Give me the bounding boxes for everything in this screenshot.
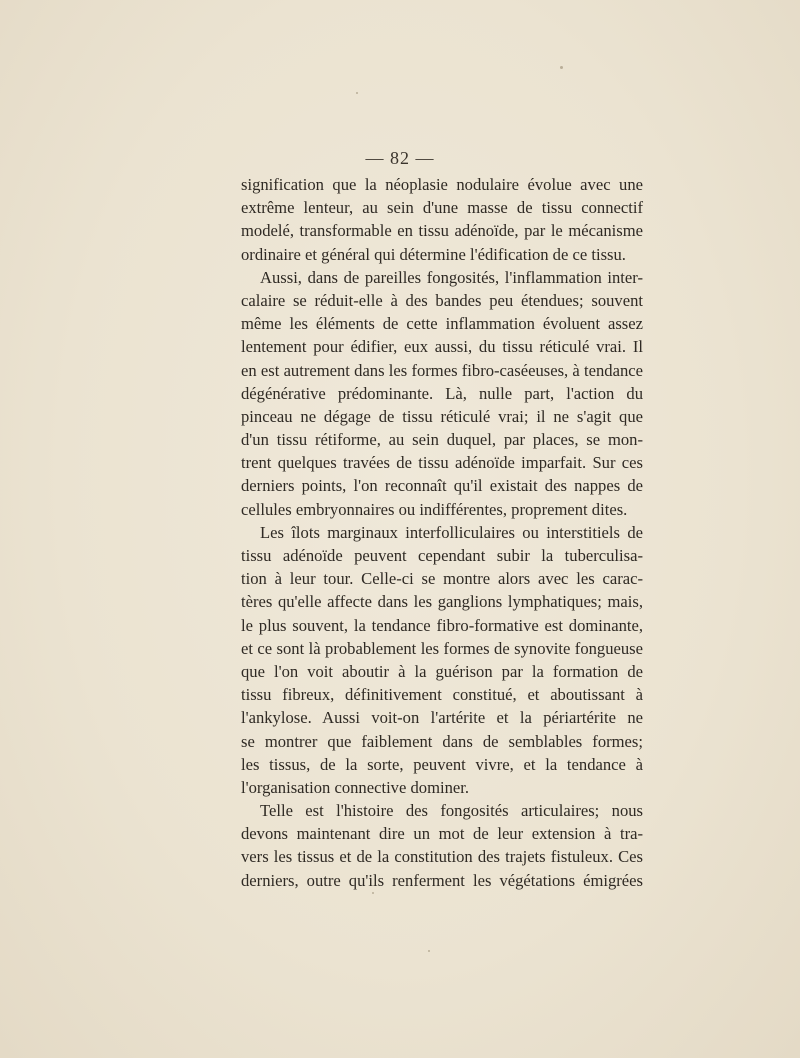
text-line: calaire se réduit-elle à des bandes peu étendues; souvent bbox=[241, 290, 643, 310]
text-line: devons maintenant dire un mot de leur extension à tra- bbox=[241, 824, 643, 844]
text-line: et ce sont là probablement les formes de synovite fongueuse bbox=[241, 638, 643, 658]
text-line: se montrer que faiblement dans de semblables formes; bbox=[241, 731, 643, 751]
text-line: Aussi, dans de pareilles fongosités, l'inflammation inter- bbox=[260, 267, 643, 287]
text-line: tissu fibreux, définitivement constitué, et aboutissant à bbox=[241, 685, 643, 705]
text-line: Les îlots marginaux interfolliculaires ou interstitiels de bbox=[260, 522, 643, 542]
paper-speck bbox=[428, 950, 430, 952]
text-line: dégénérative prédominante. Là, nulle part, l'action du bbox=[241, 383, 643, 403]
text-line: derniers points, l'on reconnaît qu'il existait des nappes de bbox=[241, 476, 643, 496]
text-line: tissu adénoïde peuvent cependant subir la tuberculisa- bbox=[241, 546, 643, 565]
paper-speck bbox=[560, 66, 563, 69]
page-number: — 82 — bbox=[365, 148, 435, 168]
text-line: d'un tissu rétiforme, au sein duquel, par places, se mon- bbox=[241, 430, 643, 450]
text-line: cellules embryonnaires ou indifférentes, proprement dites. bbox=[241, 499, 628, 519]
text-line: modelé, transformable en tissu adénoïde, par le mécanisme bbox=[241, 221, 643, 241]
text-line: pinceau ne dégage de tissu réticulé vrai; il ne s'agit que bbox=[241, 406, 643, 426]
text-line: extrême lenteur, au sein d'une masse de tissu connectif bbox=[241, 198, 643, 218]
text-line: même les éléments de cette inflammation évoluent assez bbox=[241, 314, 643, 334]
text-line: tères qu'elle affecte dans les ganglions lymphatiques; mais, bbox=[241, 592, 643, 612]
text-line: que l'on voit aboutir à la guérison par la formation de bbox=[241, 661, 643, 681]
text-line: vers les tissus et de la constitution des trajets fistuleux. Ces bbox=[241, 847, 643, 867]
text-line: le plus souvent, la tendance fibro-formative est dominante, bbox=[241, 615, 643, 635]
text-line: lentement pour édifier, eux aussi, du tissu réticulé vrai. Il bbox=[241, 337, 643, 357]
text-line: Telle est l'histoire des fongosités articulaires; nous bbox=[260, 801, 643, 821]
text-line: tion à leur tour. Celle-ci se montre alors avec les carac- bbox=[241, 569, 643, 589]
text-line: l'organisation connective dominer. bbox=[241, 777, 470, 797]
text-line: l'ankylose. Aussi voit-on l'artérite et la périartérite ne bbox=[241, 708, 643, 728]
paper-speck bbox=[372, 892, 374, 894]
body-text bbox=[241, 173, 643, 892]
paper-speck bbox=[356, 92, 358, 94]
text-line: derniers, outre qu'ils renferment les végétations émigrées bbox=[241, 870, 643, 890]
text-line: ordinaire et général qui détermine l'édification de ce tissu. bbox=[241, 244, 626, 264]
text-line: les tissus, de la sorte, peuvent vivre, et la tendance à bbox=[241, 754, 643, 774]
text-line: signification que la néoplasie nodulaire évolue avec une bbox=[241, 175, 643, 194]
text-line: en est autrement dans les formes fibro-caséeuses, à tendance bbox=[241, 360, 643, 380]
text-line: trent quelques travées de tissu adénoïde imparfait. Sur ces bbox=[241, 453, 643, 473]
